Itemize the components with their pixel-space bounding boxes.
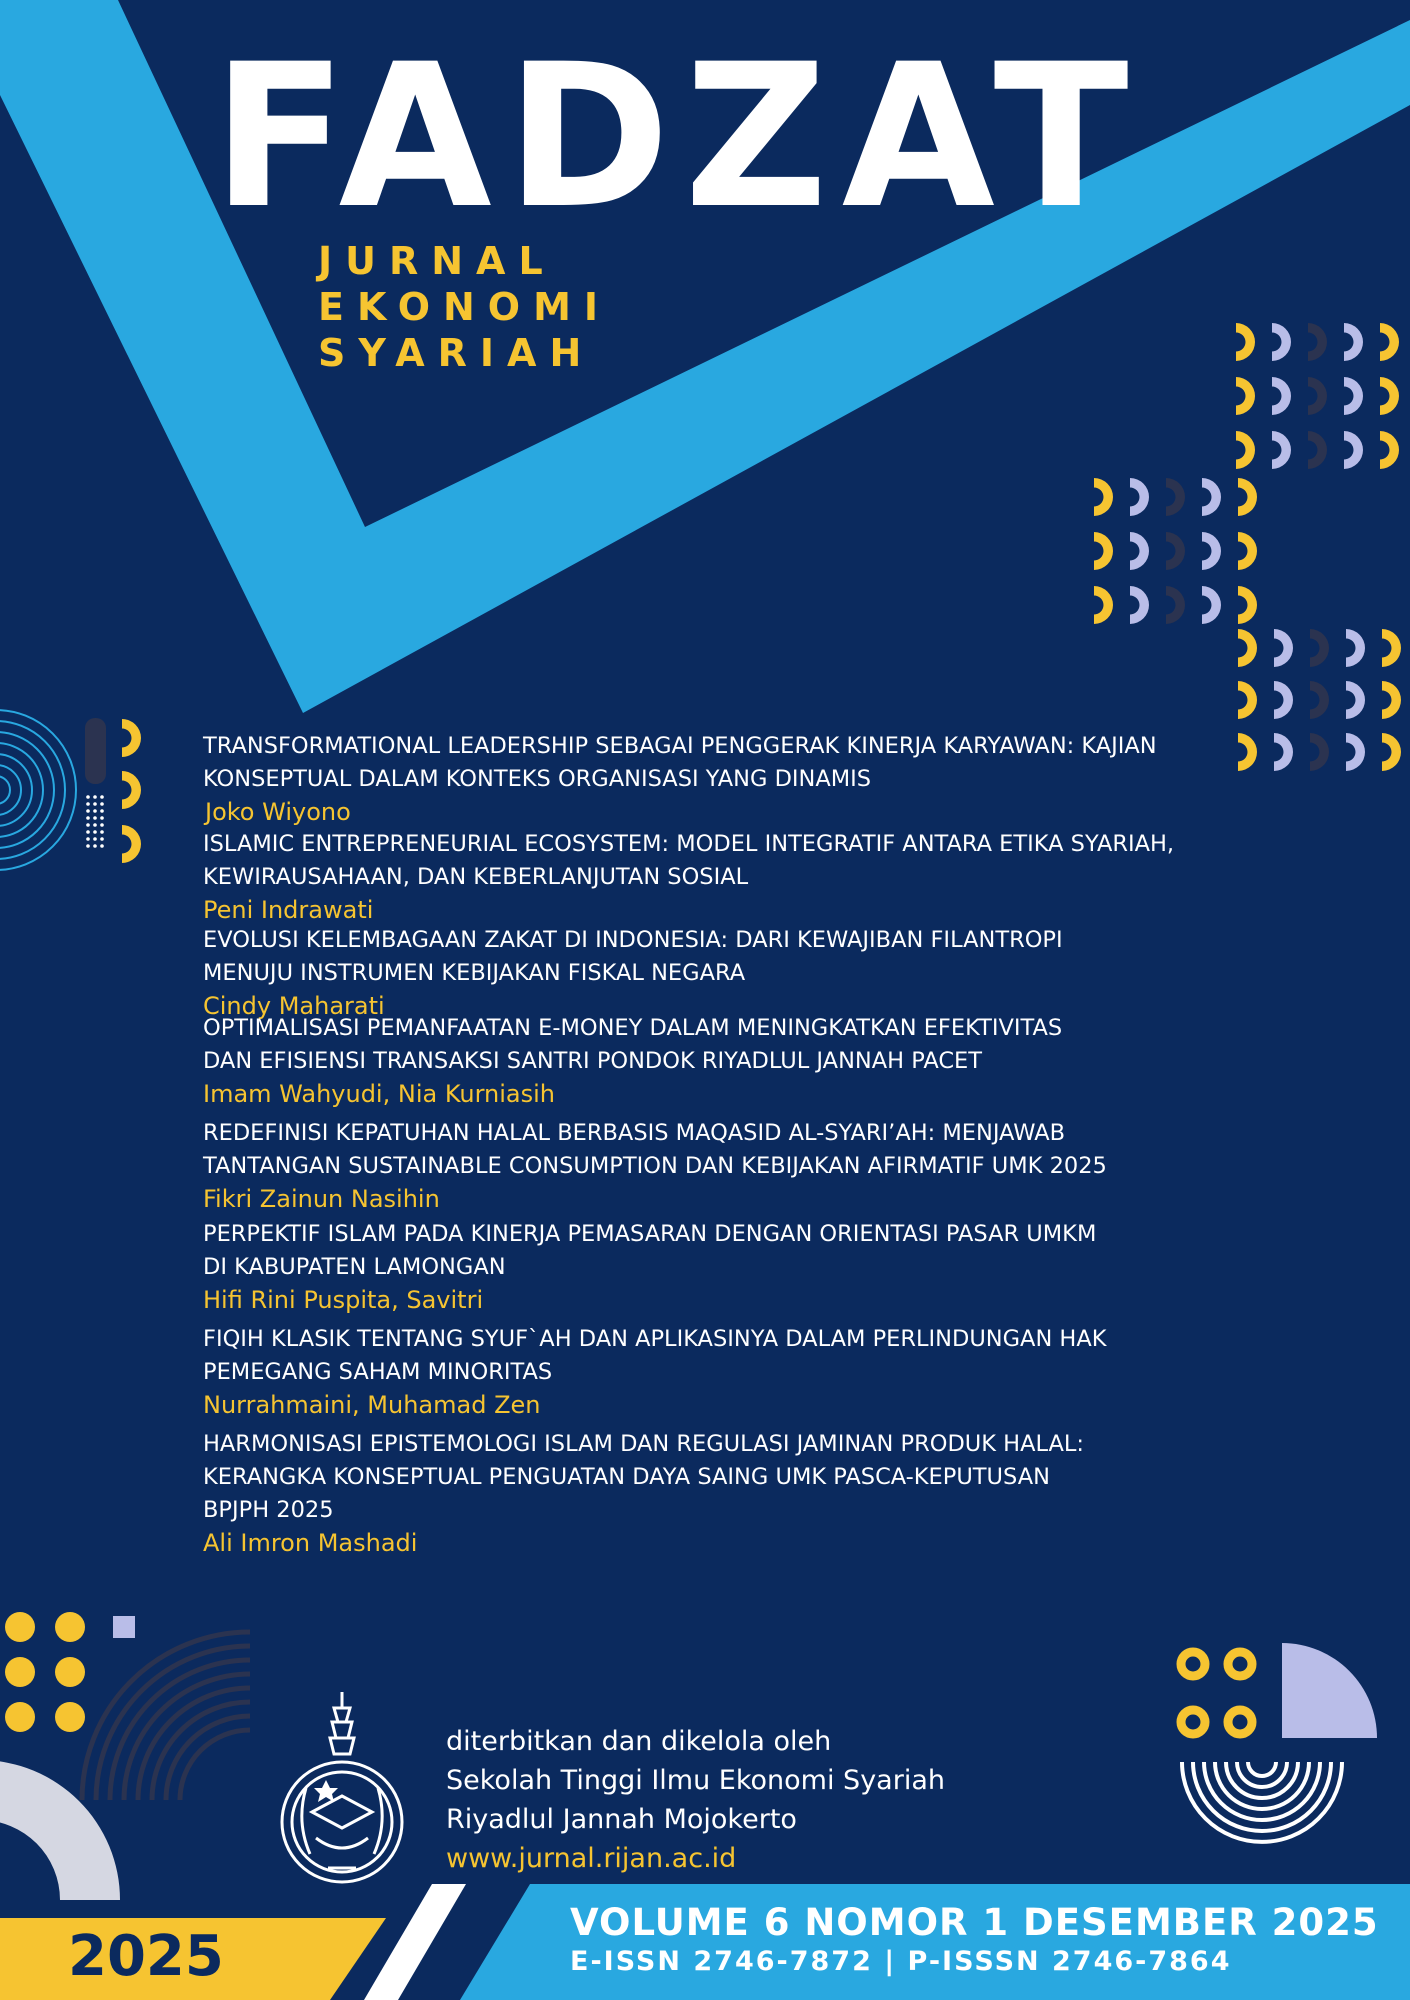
dot-shape <box>100 802 104 806</box>
yellow-ring <box>1181 1652 1205 1676</box>
semicircle-shape <box>1274 681 1293 719</box>
dot-shape <box>86 802 90 806</box>
dot-shape <box>93 837 97 841</box>
article-item <box>203 828 1243 927</box>
dot-shape <box>100 795 104 799</box>
yellow-dot <box>5 1612 35 1642</box>
white-arcs-bottom-right <box>1182 1762 1342 1842</box>
dot-shape <box>93 809 97 813</box>
institution-seal-icon <box>276 1688 408 1898</box>
article-title-line: REDEFINISI KEPATUHAN HALAL BERBASIS MAQASID AL-SYARI’AH: MENJAWAB <box>203 1120 1066 1146</box>
journal-title: FADZAT <box>212 21 1143 252</box>
arc-shape <box>1204 1762 1320 1820</box>
dot-shape <box>93 816 97 820</box>
ring-shape <box>0 776 10 804</box>
semicircle-shape <box>1382 629 1401 667</box>
yellow-dot <box>5 1702 35 1732</box>
semicircle-shape <box>1202 478 1221 516</box>
article-title-line: HARMONISASI EPISTEMOLOGI ISLAM DAN REGULASI JAMINAN PRODUK HALAL: <box>203 1431 1085 1457</box>
semicircle-shape <box>1272 377 1291 415</box>
dot-shape <box>93 844 97 848</box>
article-item <box>203 1012 1243 1111</box>
semicircle-shape <box>122 719 141 757</box>
dot-shape <box>86 837 90 841</box>
article-title-line: BPJPH 2025 <box>203 1497 334 1523</box>
issn-info: E-ISSN 2746-7872 | P-ISSSN 2746-7864 <box>570 1946 1232 1977</box>
semicircle-shape <box>1238 586 1257 624</box>
article-title-line: KONSEPTUAL DALAM KONTEKS ORGANISASI YANG DINAMIS <box>203 766 872 792</box>
article-item <box>203 1428 1243 1560</box>
semicircle-shape <box>1308 323 1327 361</box>
lavender-square-shape <box>113 1616 135 1638</box>
semicircle-shape <box>1310 681 1329 719</box>
yellow-dot <box>55 1702 85 1732</box>
semicircle-shape <box>1308 431 1327 469</box>
semicircle-shape <box>1310 629 1329 667</box>
semicircle-shape <box>1094 532 1113 570</box>
semicircle-shape <box>1272 323 1291 361</box>
article-title-line: KERANGKA KONSEPTUAL PENGUATAN DAYA SAING UMK PASCA-KEPUTUSAN <box>203 1464 1050 1490</box>
dot-shape <box>86 795 90 799</box>
semicircle-shape <box>1130 586 1149 624</box>
dark-rings-bottom-left <box>82 1632 250 1800</box>
semicircle-shape <box>1344 323 1363 361</box>
semicircle-shape <box>1094 586 1113 624</box>
semicircle-shape <box>1238 629 1257 667</box>
semicircle-shape <box>1130 532 1149 570</box>
semicircle-pattern-left <box>122 719 141 863</box>
article-title-line: FIQIH KLASIK TENTANG SYUF`AH DAN APLIKASINYA DALAM PERLINDUNGAN HAK <box>203 1326 1107 1352</box>
semicircle-shape <box>1094 478 1113 516</box>
article-title-line: TRANSFORMATIONAL LEADERSHIP SEBAGAI PENGGERAK KINERJA KARYAWAN: KAJIAN <box>203 733 1157 759</box>
publisher-line: diterbitkan dan dikelola oleh <box>446 1726 832 1757</box>
dot-shape <box>100 837 104 841</box>
semicircle-shape <box>1236 431 1255 469</box>
semicircle-shape <box>1166 586 1185 624</box>
dot-shape <box>93 795 97 799</box>
yellow-dot <box>5 1657 35 1687</box>
subtitle-line: JURNAL <box>318 239 556 283</box>
semicircle-shape <box>1380 323 1399 361</box>
semicircle-shape <box>1202 532 1221 570</box>
arc-shape <box>124 1674 250 1800</box>
semicircle-shape <box>1202 586 1221 624</box>
semicircle-shape <box>1380 377 1399 415</box>
semicircle-shape <box>1346 733 1365 771</box>
yellow-dot <box>55 1612 85 1642</box>
dot-shape <box>86 816 90 820</box>
semicircle-shape <box>1382 733 1401 771</box>
semicircle-shape <box>1344 377 1363 415</box>
dot-shape <box>93 823 97 827</box>
subtitle-line: SYARIAH <box>318 331 595 375</box>
semicircle-shape <box>1130 478 1149 516</box>
article-item <box>203 730 1243 829</box>
article-item <box>203 1218 1243 1317</box>
footer-year: 2025 <box>68 1924 224 1989</box>
article-title-line: DAN EFISIENSI TRANSAKSI SANTRI PONDOK RIYADLUL JANNAH PACET <box>203 1048 982 1074</box>
subtitle-line: EKONOMI <box>318 285 612 329</box>
semicircle-shape <box>1236 377 1255 415</box>
arc-shape <box>82 1632 250 1800</box>
arc-shape <box>1248 1762 1276 1776</box>
semicircle-shape <box>1380 431 1399 469</box>
article-title-line: PEMEGANG SAHAM MINORITAS <box>203 1359 553 1385</box>
semicircle-shape <box>122 825 141 863</box>
publisher-url[interactable]: www.jurnal.rijan.ac.id <box>446 1843 737 1874</box>
journal-subtitle <box>318 238 611 376</box>
semicircle-shape <box>1274 629 1293 667</box>
article-title-line: PERPEKTIF ISLAM PADA KINERJA PEMASARAN DENGAN ORIENTASI PASAR UMKM <box>203 1221 1097 1247</box>
dot-shape <box>86 830 90 834</box>
article-title-line: OPTIMALISASI PEMANFAATAN E-MONEY DALAM MENINGKATKAN EFEKTIVITAS <box>203 1015 1063 1041</box>
yellow-ring <box>1228 1652 1252 1676</box>
article-item <box>203 1117 1243 1216</box>
dot-shape <box>86 823 90 827</box>
dot-shape <box>100 809 104 813</box>
dot-shape <box>86 844 90 848</box>
dot-shape <box>86 809 90 813</box>
semicircle-shape <box>1238 681 1257 719</box>
lavender-quarter-circle <box>1282 1643 1377 1738</box>
article-author: Peni Indrawati <box>203 896 374 924</box>
article-title-line: EVOLUSI KELEMBAGAAN ZAKAT DI INDONESIA: DARI KEWAJIBAN FILANTROPI <box>203 927 1063 953</box>
white-dot-grid <box>86 795 104 848</box>
semicircle-shape <box>1238 478 1257 516</box>
semicircle-shape <box>122 771 141 809</box>
semicircle-shape <box>1346 681 1365 719</box>
semicircle-shape <box>1166 532 1185 570</box>
dot-shape <box>100 823 104 827</box>
vertical-bar-shape <box>85 718 106 784</box>
semicircle-shape <box>1166 478 1185 516</box>
dot-shape <box>100 830 104 834</box>
article-item <box>203 1323 1243 1422</box>
article-author: Cindy Maharati <box>203 992 385 1020</box>
article-author: Nurrahmaini, Muhamad Zen <box>203 1391 541 1419</box>
publisher-line: Riyadlul Jannah Mojokerto <box>446 1804 797 1835</box>
yellow-dots-bottom-left <box>5 1612 85 1732</box>
semicircle-shape <box>1382 681 1401 719</box>
arc-shape <box>96 1646 250 1800</box>
article-author: Joko Wiyono <box>205 798 351 826</box>
semicircle-shape <box>1272 431 1291 469</box>
semicircle-shape <box>1274 733 1293 771</box>
article-title-line: MENUJU INSTRUMEN KEBIJAKAN FISKAL NEGARA <box>203 960 746 986</box>
dot-shape <box>100 844 104 848</box>
gray-arch-shape <box>0 1760 120 1900</box>
semicircle-shape <box>1236 323 1255 361</box>
article-title-line: TANTANGAN SUSTAINABLE CONSUMPTION DAN KEBIJAKAN AFIRMATIF UMK 2025 <box>203 1153 1107 1179</box>
semicircle-shape <box>1238 532 1257 570</box>
article-title-line: KEWIRAUSAHAAN, DAN KEBERLANJUTAN SOSIAL <box>203 864 749 890</box>
semicircle-shape <box>1310 733 1329 771</box>
dot-shape <box>100 816 104 820</box>
semicircle-pattern-right <box>1094 323 1401 771</box>
publisher-line: Sekolah Tinggi Ilmu Ekonomi Syariah <box>446 1765 945 1796</box>
article-author: Fikri Zainun Nasihin <box>203 1185 440 1213</box>
yellow-ring <box>1181 1710 1205 1734</box>
yellow-ring <box>1228 1710 1252 1734</box>
publisher-info <box>446 1722 945 1878</box>
article-author: Imam Wahyudi, Nia Kurniasih <box>203 1080 555 1108</box>
article-title-line: ISLAMIC ENTREPRENEURIAL ECOSYSTEM: MODEL INTEGRATIF ANTARA ETIKA SYARIAH, <box>203 831 1175 857</box>
semicircle-shape <box>1344 431 1363 469</box>
article-author: Ali Imron Mashadi <box>203 1529 418 1557</box>
article-title-line: DI KABUPATEN LAMONGAN <box>203 1254 506 1280</box>
concentric-rings-left <box>0 710 76 870</box>
semicircle-shape <box>1308 377 1327 415</box>
semicircle-shape <box>1346 629 1365 667</box>
article-item <box>203 924 1243 1023</box>
ring-shape <box>0 732 54 848</box>
yellow-rings-bottom-right <box>1181 1652 1252 1734</box>
volume-info: VOLUME 6 NOMOR 1 DESEMBER 2025 <box>570 1901 1379 1944</box>
footer-white-stripe <box>364 1884 466 2000</box>
dot-shape <box>93 830 97 834</box>
ring-shape <box>0 754 32 826</box>
yellow-dot <box>55 1657 85 1687</box>
article-author: Hifi Rini Puspita, Savitri <box>203 1286 484 1314</box>
dot-shape <box>93 802 97 806</box>
